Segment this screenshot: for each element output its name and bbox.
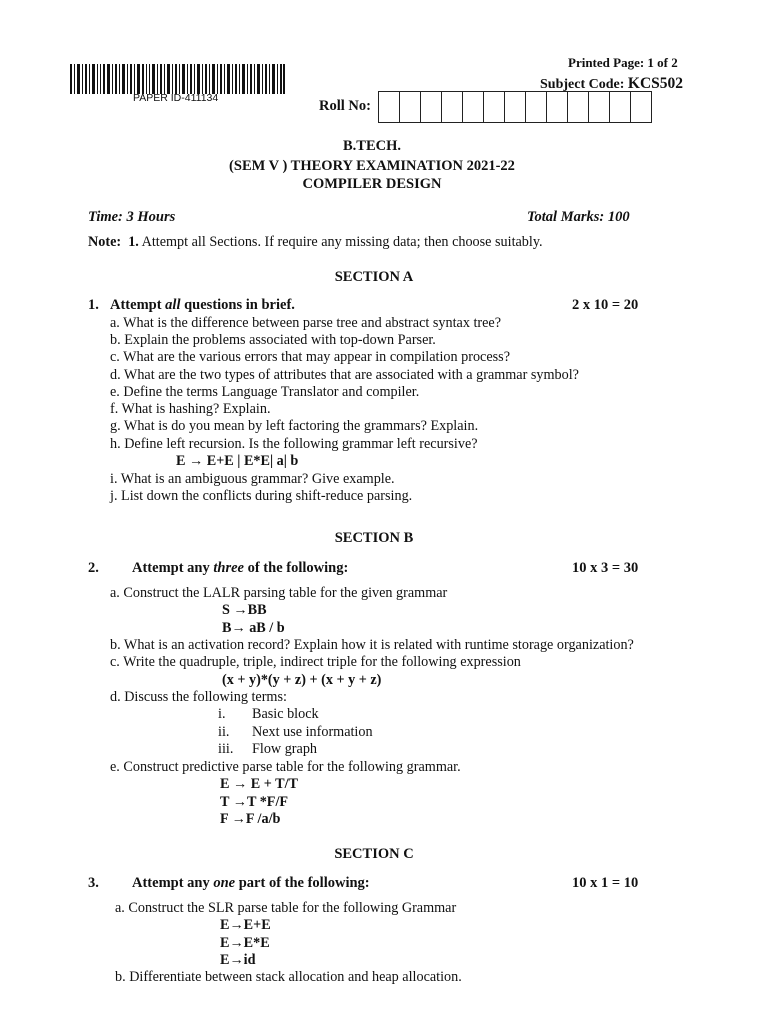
q1-item-j: j. List down the conflicts during shift-reduce parsing. — [110, 488, 413, 504]
roll-no-digit-box[interactable] — [484, 92, 505, 122]
q2-e-grammar-2: T →T *F/F — [220, 794, 289, 810]
subitem-number: i. — [218, 706, 226, 722]
question-1-instruction — [110, 297, 295, 314]
roll-no-digit-box[interactable] — [610, 92, 631, 122]
note-label: Note: — [88, 234, 122, 250]
roll-no-digit-box[interactable] — [505, 92, 526, 122]
q1-text-post: questions in brief. — [180, 297, 295, 313]
q3-a-grammar-3: E→id — [220, 952, 256, 968]
roll-no-digit-box[interactable] — [421, 92, 442, 122]
roll-no-digit-box[interactable] — [526, 92, 547, 122]
question-2-number: 2. — [88, 560, 99, 576]
q2-e-grammar-1: E → E + T/T — [220, 776, 298, 792]
q2-c-expression: (x + y)*(y + z) + (x + y + z) — [222, 672, 382, 688]
title-exam: (SEM V ) THEORY EXAMINATION 2021-22 — [229, 158, 515, 174]
q2-item-e: e. Construct predictive parse table for the following grammar. — [110, 759, 461, 775]
q1-item-g: g. What is do you mean by left factoring the grammars? Explain. — [110, 418, 479, 434]
q1-item-h: h. Define left recursion. Is the following grammar left recursive? — [110, 436, 478, 452]
question-3-number: 3. — [88, 875, 99, 891]
roll-no-digit-box[interactable] — [442, 92, 463, 122]
q2-item-c: c. Write the quadruple, triple, indirect triple for the following expression — [110, 654, 521, 670]
barcode-image — [70, 64, 285, 94]
section-c-heading: SECTION C — [334, 846, 414, 862]
q1-text-pre: Attempt — [110, 297, 166, 313]
roll-no-label: Roll No: — [319, 98, 371, 114]
q3-item-b: b. Differentiate between stack allocation and heap allocation. — [115, 969, 462, 985]
note-number: 1. — [128, 234, 139, 250]
roll-no-boxes[interactable] — [378, 91, 652, 123]
q1-item-b: b. Explain the problems associated with top-down Parser. — [110, 332, 436, 348]
q1-item-e: e. Define the terms Language Translator and compiler. — [110, 384, 420, 400]
q2-d-subitem-3 — [218, 741, 317, 758]
q3-item-a: a. Construct the SLR parse table for the following Grammar — [115, 900, 457, 916]
roll-no-digit-box[interactable] — [379, 92, 400, 122]
note-text: Attempt all Sections. If require any missing data; then choose suitably. — [141, 234, 543, 250]
roll-no-digit-box[interactable] — [463, 92, 484, 122]
printed-page: Printed Page: 1 of 2 — [568, 55, 678, 70]
q2-item-d: d. Discuss the following terms: — [110, 689, 287, 705]
q1-item-a: a. What is the difference between parse tree and abstract syntax tree? — [110, 315, 502, 331]
q3-text-post: part of the following: — [235, 875, 370, 891]
question-1-marks: 2 x 10 = 20 — [572, 297, 639, 313]
roll-no-digit-box[interactable] — [547, 92, 568, 122]
q2-text-emphasis: three — [213, 560, 244, 576]
q3-text-pre: Attempt any — [132, 875, 214, 891]
subitem-text: Flow graph — [252, 741, 318, 757]
q2-d-subitem-2 — [218, 724, 373, 741]
roll-no-digit-box[interactable] — [631, 92, 651, 122]
q1-text-emphasis: all — [165, 297, 181, 313]
q1-item-f: f. What is hashing? Explain. — [110, 401, 271, 417]
question-3-instruction — [132, 875, 370, 892]
section-b-heading: SECTION B — [334, 530, 414, 546]
q2-d-subitem-1 — [218, 706, 319, 723]
q2-item-b: b. What is an activation record? Explain how it is related with runtime storage organization? — [110, 637, 634, 653]
q1-item-c: c. What are the various errors that may appear in compilation process? — [110, 349, 510, 365]
title-degree: B.TECH. — [342, 138, 401, 154]
roll-no-digit-box[interactable] — [568, 92, 589, 122]
q1-grammar-h: E → E+E | E*E| a| b — [176, 453, 299, 469]
q2-item-a: a. Construct the LALR parsing table for the given grammar — [110, 585, 448, 601]
note — [88, 234, 543, 251]
q2-a-grammar-2: B→ aB / b — [222, 620, 285, 636]
question-2-instruction — [132, 560, 348, 577]
q2-a-grammar-1: S →BB — [222, 602, 267, 618]
question-3-marks: 10 x 1 = 10 — [572, 875, 639, 891]
subitem-text: Basic block — [252, 706, 319, 722]
roll-no-digit-box[interactable] — [400, 92, 421, 122]
q3-text-emphasis: one — [213, 875, 236, 891]
subject-code-value: KCS502 — [627, 75, 684, 92]
q2-e-grammar-3: F →F /a/b — [220, 811, 281, 827]
total-marks: Total Marks: 100 — [527, 209, 630, 225]
exam-time: Time: 3 Hours — [88, 209, 176, 225]
roll-no-digit-box[interactable] — [589, 92, 610, 122]
question-2-marks: 10 x 3 = 30 — [572, 560, 639, 576]
title-subject: COMPILER DESIGN — [302, 176, 442, 192]
section-a-heading: SECTION A — [334, 269, 414, 285]
q3-a-grammar-2: E→E*E — [220, 935, 270, 951]
q2-text-pre: Attempt any — [132, 560, 214, 576]
q3-a-grammar-1: E→E+E — [220, 917, 271, 933]
paper-id: PAPER ID-411134 — [133, 92, 219, 104]
subject-code-label: Subject Code: — [540, 77, 628, 92]
q2-text-post: of the following: — [243, 560, 349, 576]
subitem-number: ii. — [218, 724, 230, 740]
q1-item-d: d. What are the two types of attributes that are associated with a grammar symbol? — [110, 367, 579, 383]
q1-item-i: i. What is an ambiguous grammar? Give example. — [110, 471, 395, 487]
question-1-number: 1. — [88, 297, 99, 313]
subitem-text: Next use information — [252, 724, 373, 740]
subitem-number: iii. — [218, 741, 234, 757]
